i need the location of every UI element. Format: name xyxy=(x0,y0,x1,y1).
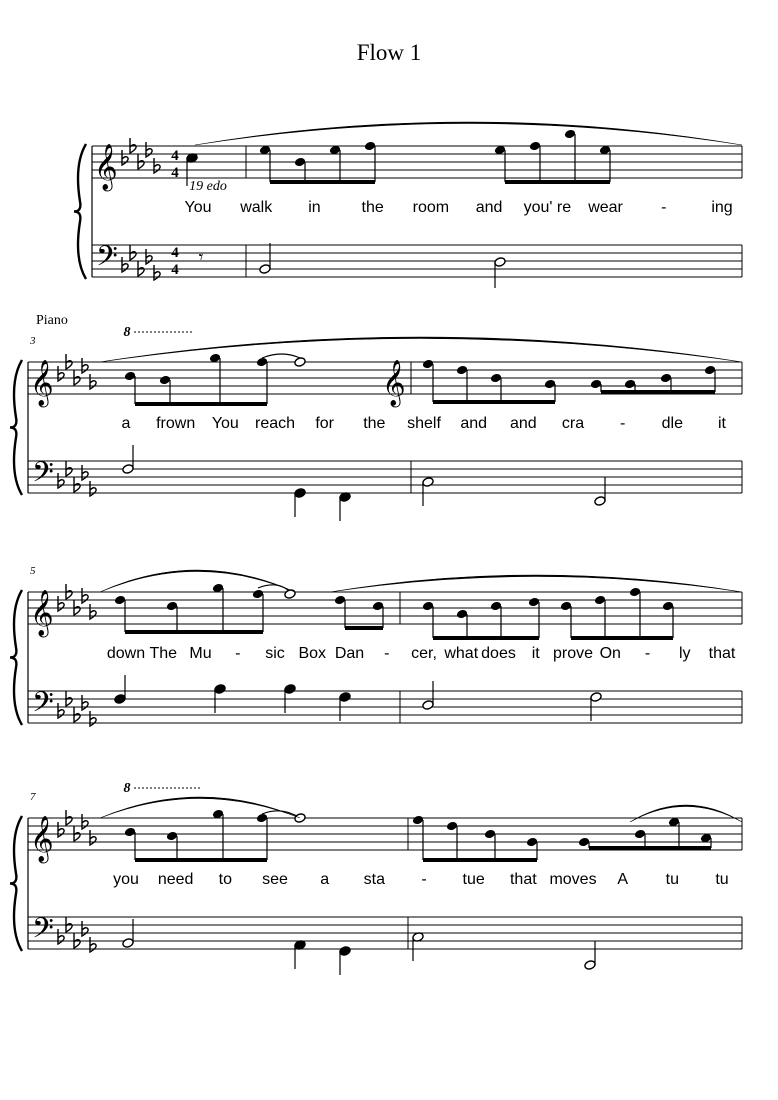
notehead xyxy=(252,589,264,600)
lyric-syllable: Dan xyxy=(334,645,365,662)
lyric-syllable: The xyxy=(149,645,178,662)
notehead xyxy=(294,488,306,499)
notehead xyxy=(364,141,376,152)
treble-clef: 𝄞 xyxy=(30,816,54,862)
key-signature-flat xyxy=(146,142,152,157)
lyric-syllable: a xyxy=(121,415,131,432)
notehead xyxy=(629,587,641,598)
notehead xyxy=(594,595,606,606)
lyric-syllable: that xyxy=(708,645,736,662)
lyric-syllable: what xyxy=(444,645,479,662)
time-signature-top: 4 xyxy=(171,148,179,164)
bass-clef: 𝄢 xyxy=(96,240,118,280)
key-signature-flat xyxy=(90,374,96,389)
treble-clef: 𝄞 xyxy=(382,360,406,406)
notehead xyxy=(339,946,351,957)
notehead xyxy=(590,379,602,390)
key-signature-flat xyxy=(66,354,72,369)
notehead xyxy=(584,960,596,971)
lyric-syllable: need xyxy=(157,871,194,888)
notehead xyxy=(490,601,502,612)
lyric-syllable: a xyxy=(320,871,330,888)
lyric-syllable: see xyxy=(262,871,288,888)
notehead xyxy=(662,601,674,612)
lyric-syllable: and xyxy=(475,199,503,216)
treble-clef: 𝄞 xyxy=(94,144,118,190)
time-signature-top: 4 xyxy=(171,245,179,261)
time-signature-bottom: 4 xyxy=(171,262,179,278)
lyric-syllable: cra xyxy=(561,415,585,432)
lyric-syllable: moves xyxy=(549,871,597,888)
lyric-syllable: sic xyxy=(265,645,285,662)
eighth-rest: 𝄾 xyxy=(198,247,204,268)
key-signature-flat xyxy=(90,937,96,952)
key-signature-flat xyxy=(66,461,72,476)
key-signature-flat xyxy=(138,261,144,276)
notehead xyxy=(124,371,136,382)
octave-mark: 8 xyxy=(123,325,131,340)
notehead xyxy=(528,597,540,608)
key-signature-flat xyxy=(58,703,64,718)
slur xyxy=(100,797,300,818)
treble-clef: 𝄞 xyxy=(30,360,54,406)
lyric-syllable: Mu xyxy=(189,645,212,662)
key-signature-flat xyxy=(58,366,64,381)
key-signature-flat xyxy=(66,917,72,932)
lyric-syllable: shelf xyxy=(407,415,441,432)
key-signature-flat xyxy=(90,481,96,496)
notehead xyxy=(590,692,602,703)
lyric-syllable: On xyxy=(599,645,621,662)
key-signature-flat xyxy=(90,830,96,845)
key-signature-flat xyxy=(138,154,144,169)
notehead xyxy=(594,496,606,507)
slur xyxy=(100,337,742,362)
notehead xyxy=(490,373,502,384)
lyric-syllable: - xyxy=(620,415,626,432)
slur xyxy=(630,805,742,822)
key-signature-flat xyxy=(82,921,88,936)
lyric-syllable: room xyxy=(412,199,450,216)
notehead xyxy=(494,257,506,268)
lyric-syllable: you' re xyxy=(523,199,572,216)
notehead xyxy=(624,379,636,390)
lyric-syllable: ing xyxy=(711,199,733,216)
key-signature-flat xyxy=(74,600,80,615)
key-signature-flat xyxy=(74,370,80,385)
lyric-syllable: You xyxy=(211,415,239,432)
key-signature-flat xyxy=(146,249,152,264)
time-signature-bottom: 4 xyxy=(171,165,179,181)
key-signature-flat xyxy=(74,933,80,948)
lyric-syllable: frown xyxy=(156,415,196,432)
lyric-syllable: You xyxy=(184,199,212,216)
key-signature-flat xyxy=(58,929,64,944)
notehead xyxy=(634,829,646,840)
lyric-syllable: it xyxy=(718,415,726,432)
lyric-syllable: the xyxy=(363,415,386,432)
lyric-syllable: you xyxy=(113,871,139,888)
notehead xyxy=(578,837,590,848)
lyric-syllable: - xyxy=(644,645,651,662)
key-signature-flat xyxy=(58,596,64,611)
lyric-syllable: sta xyxy=(363,871,386,888)
slur xyxy=(330,575,742,592)
key-signature-flat xyxy=(130,138,136,153)
notehead xyxy=(256,357,268,368)
page-title: Flow 1 xyxy=(356,40,422,65)
lyric-syllable: tu xyxy=(715,871,729,888)
lyric-syllable: - xyxy=(421,871,427,888)
lyric-syllable: tue xyxy=(462,871,485,888)
lyric-syllable: A xyxy=(617,871,629,888)
lyric-syllable: and xyxy=(460,415,488,432)
notehead xyxy=(114,694,126,705)
key-signature-flat xyxy=(82,465,88,480)
notehead xyxy=(422,477,434,488)
lyric-syllable: walk xyxy=(240,199,273,216)
notehead xyxy=(526,837,538,848)
lyric-syllable: cer, xyxy=(411,645,437,662)
measure-number: 3 xyxy=(30,335,36,347)
lyric-syllable: for xyxy=(315,415,335,432)
lyric-syllable: reach xyxy=(254,415,296,432)
lyric-syllable: - xyxy=(384,645,390,662)
slur xyxy=(195,122,742,145)
key-signature-flat xyxy=(58,473,64,488)
notehead xyxy=(422,700,434,711)
key-signature-flat xyxy=(82,695,88,710)
notehead xyxy=(334,595,346,606)
key-signature-flat xyxy=(58,822,64,837)
notehead xyxy=(372,601,384,612)
measure-number: 7 xyxy=(30,791,36,803)
notehead xyxy=(284,684,296,695)
key-signature-flat xyxy=(122,257,128,272)
key-signature-flat xyxy=(74,477,80,492)
key-signature-flat xyxy=(66,810,72,825)
notehead xyxy=(564,129,576,140)
notehead xyxy=(122,938,134,949)
notehead xyxy=(660,373,672,384)
lyric-syllable: - xyxy=(661,199,667,216)
lyric-syllable: it xyxy=(531,645,540,662)
notehead xyxy=(294,357,306,368)
instrument-name: Piano xyxy=(36,313,68,328)
notehead xyxy=(114,595,126,606)
notehead xyxy=(412,815,424,826)
lyric-syllable: Box xyxy=(298,645,327,662)
lyric-syllable: dle xyxy=(661,415,684,432)
lyric-syllable: and xyxy=(509,415,537,432)
key-signature-flat xyxy=(66,691,72,706)
treble-clef: 𝄞 xyxy=(30,590,54,636)
tie xyxy=(262,354,300,358)
lyric-syllable: in xyxy=(308,199,321,216)
notehead xyxy=(339,692,351,703)
bass-clef: 𝄢 xyxy=(32,686,54,726)
notehead xyxy=(294,157,306,168)
notehead xyxy=(529,141,541,152)
lyric-syllable: prove xyxy=(552,645,594,662)
notehead xyxy=(159,375,171,386)
grand-staff-brace xyxy=(10,360,22,495)
notehead xyxy=(484,829,496,840)
bass-clef: 𝄢 xyxy=(32,912,54,952)
key-signature-flat xyxy=(122,150,128,165)
notehead xyxy=(122,464,134,475)
notehead xyxy=(456,609,468,620)
notehead xyxy=(456,365,468,376)
grand-staff-brace xyxy=(10,590,22,725)
notehead xyxy=(446,821,458,832)
key-signature-flat xyxy=(154,158,160,173)
lyric-syllable: ly xyxy=(678,645,691,662)
lyric-syllable: tu xyxy=(665,871,680,888)
key-signature-flat xyxy=(66,584,72,599)
notehead xyxy=(560,601,572,612)
key-signature-flat xyxy=(74,707,80,722)
octave-mark: 8 xyxy=(123,781,131,796)
notehead xyxy=(704,365,716,376)
notehead xyxy=(166,601,178,612)
notehead xyxy=(422,359,434,370)
key-signature-flat xyxy=(90,604,96,619)
notehead xyxy=(214,684,226,695)
lyric-syllable: that xyxy=(509,871,537,888)
notehead xyxy=(166,831,178,842)
key-signature-flat xyxy=(74,826,80,841)
grand-staff-brace xyxy=(10,816,22,951)
notehead xyxy=(422,601,434,612)
notehead xyxy=(256,813,268,824)
lyric-syllable: does xyxy=(481,645,516,662)
grand-staff-brace xyxy=(74,144,86,279)
key-signature-flat xyxy=(90,711,96,726)
key-signature-flat xyxy=(154,265,160,280)
key-signature-flat xyxy=(82,358,88,373)
key-signature-flat xyxy=(82,588,88,603)
measure-number: 5 xyxy=(30,565,36,577)
tie xyxy=(262,811,300,818)
key-signature-flat xyxy=(82,814,88,829)
lyric-syllable: to xyxy=(218,871,233,888)
bass-clef: 𝄢 xyxy=(32,456,54,496)
tuning-annotation: 19 edo xyxy=(189,179,227,194)
notehead xyxy=(124,827,136,838)
lyric-syllable: the xyxy=(361,199,384,216)
slur xyxy=(100,570,295,592)
lyric-syllable: down xyxy=(106,645,146,662)
key-signature-flat xyxy=(130,245,136,260)
notehead xyxy=(259,264,271,275)
lyric-syllable: - xyxy=(235,645,241,662)
lyric-syllable: wear xyxy=(588,199,623,216)
notehead xyxy=(544,379,556,390)
